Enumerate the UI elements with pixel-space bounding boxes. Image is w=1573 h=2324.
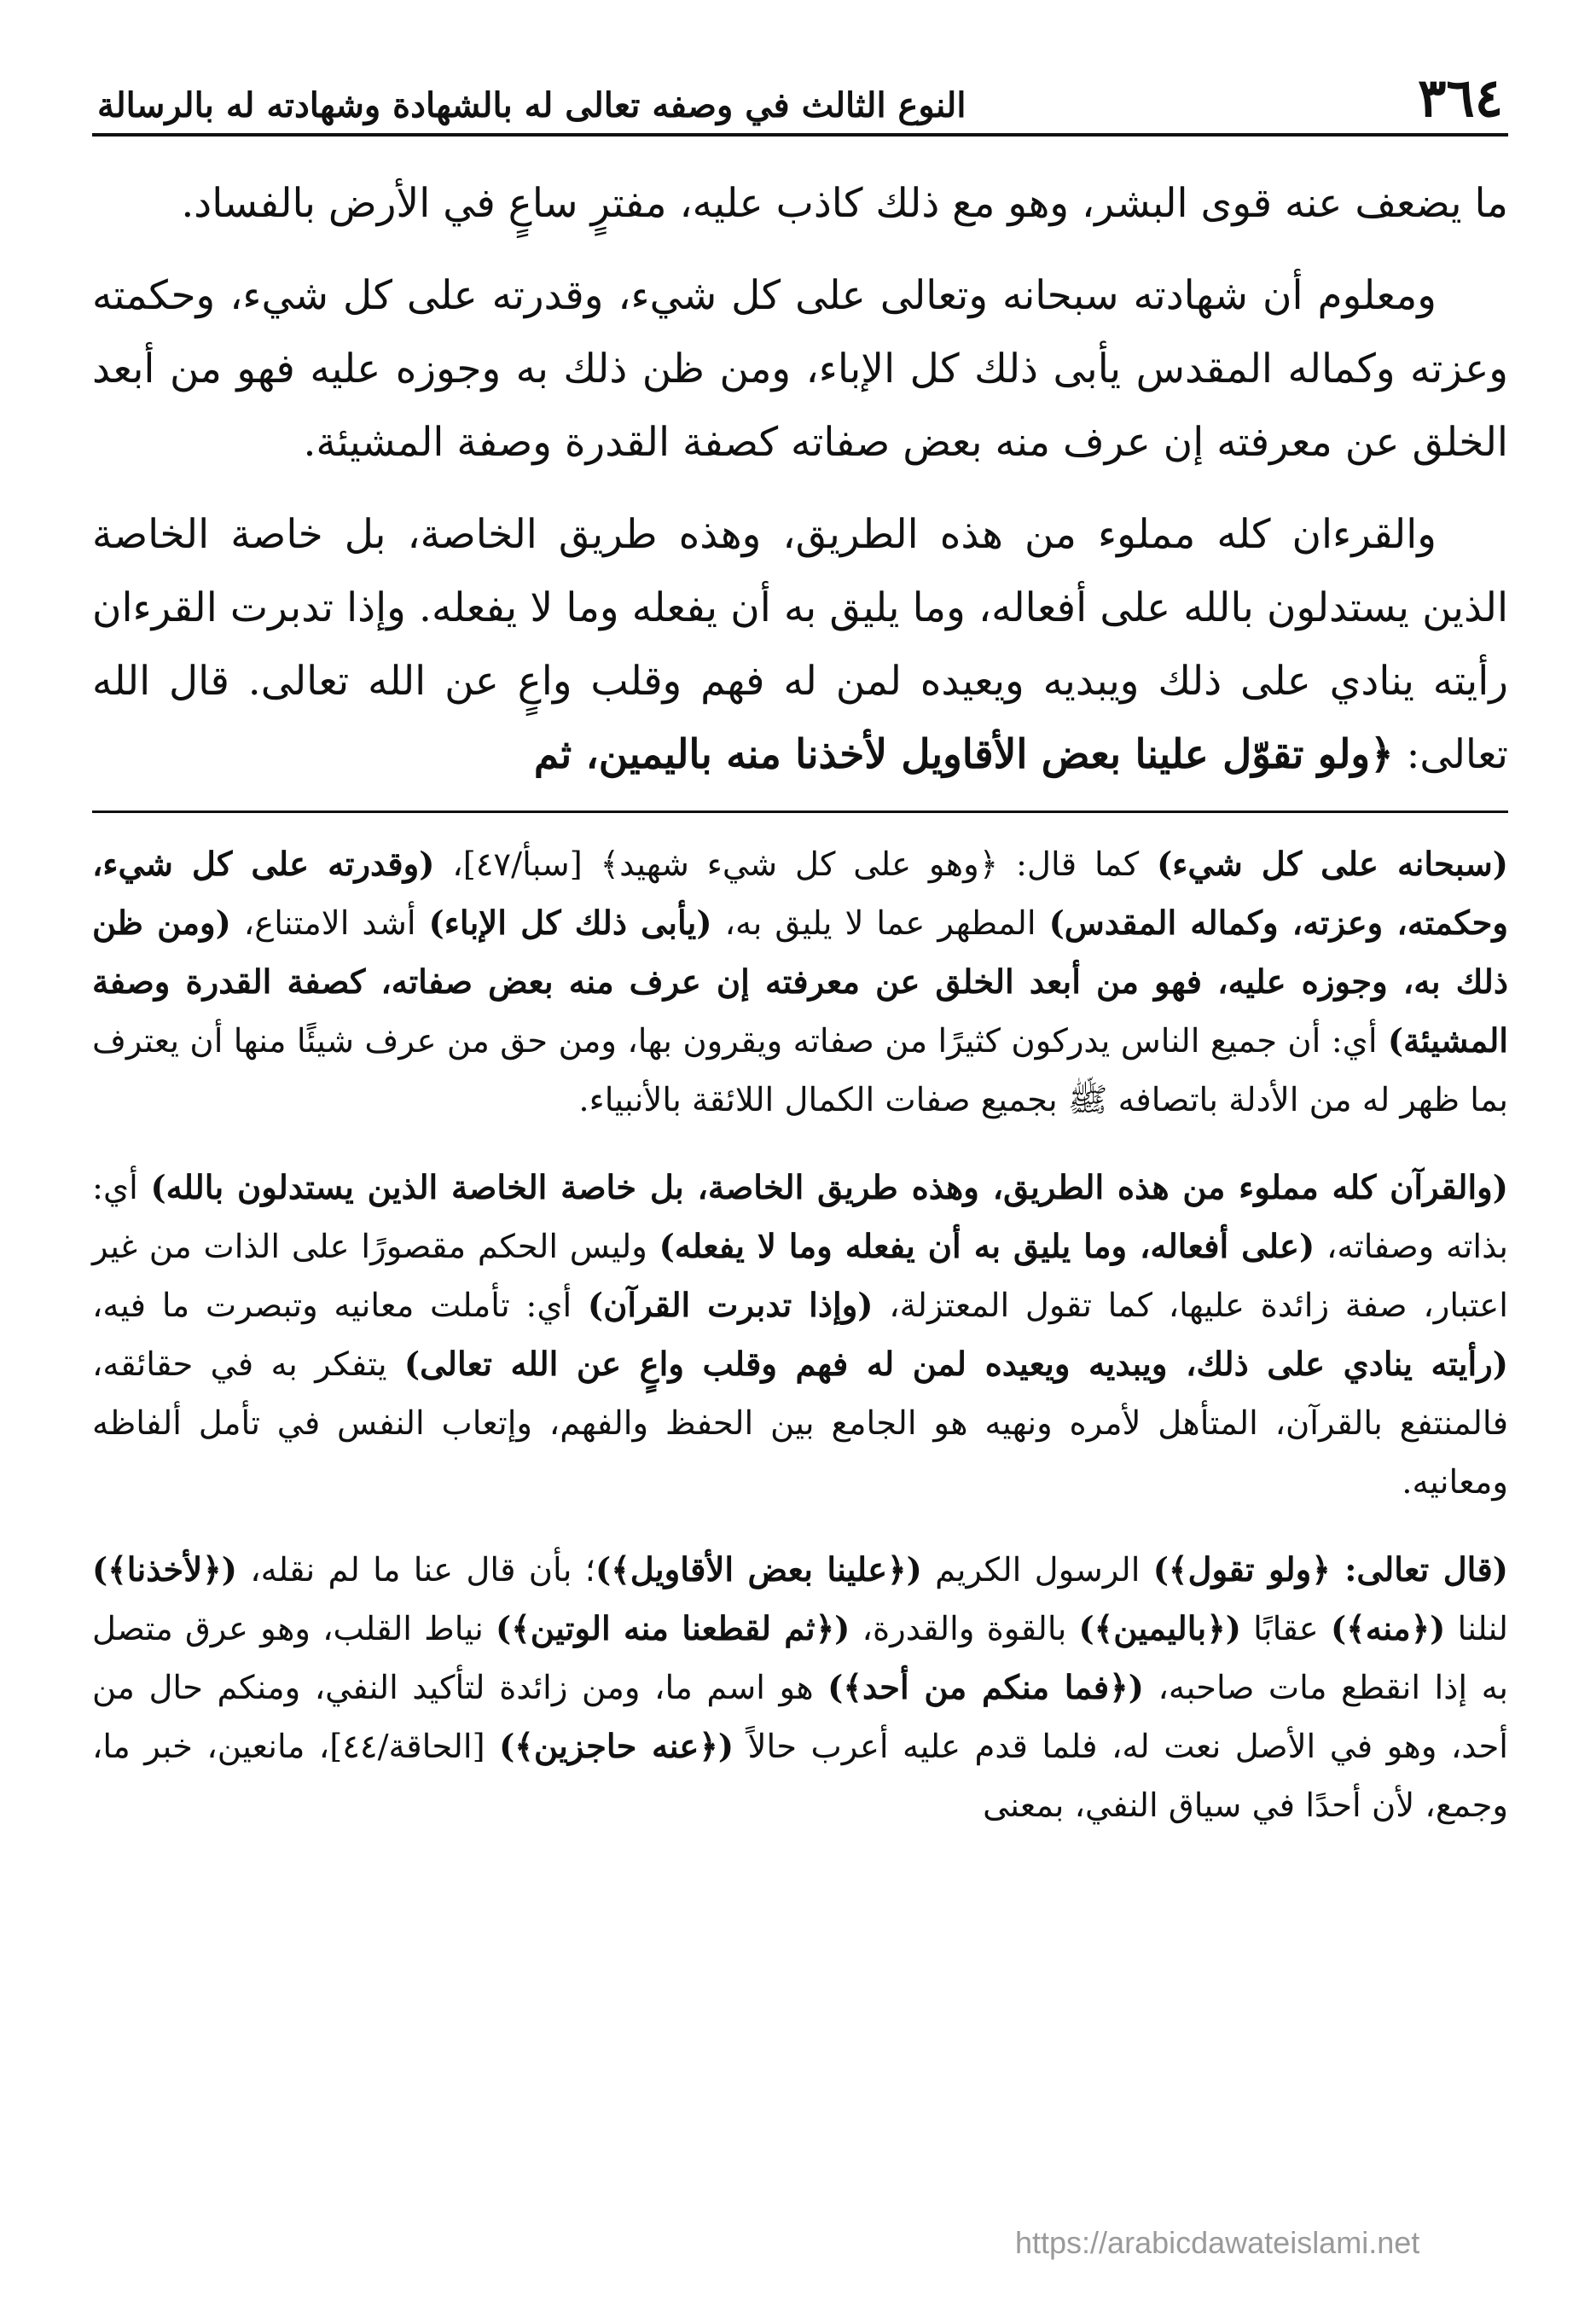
main-text (92, 167, 1508, 792)
bold-phrase: (قال تعالى: ﴿ولو تقول﴾) (1152, 1551, 1509, 1589)
chapter-title: النوع الثالث في وصفه تعالى له بالشهادة وشهادته له بالرسالة (97, 85, 966, 125)
bold-phrase: (على أفعاله، وما يليق به أن يفعله وما لا يفعله) (659, 1228, 1315, 1266)
commentary-text: أي: بذاته وصفاته، (92, 1169, 1508, 1266)
commentary-text: المطهر عما لا يليق به، (711, 904, 1049, 943)
bold-phrase: (وقدرته على كل شيء، وحكمته، وعزته، وكماله المقدس) (92, 845, 1509, 943)
bold-phrase: (رأيته ينادي على ذلك، ويبديه ويعيده لمن له فهم وقلب واعٍ عن الله تعالى) (403, 1345, 1508, 1384)
commentary-text: عقابًا (1241, 1610, 1331, 1648)
commentary-text: نياط القلب، وهو عرق متصل به إذا انقطع مات صاحبه، (92, 1610, 1508, 1707)
commentary-section (92, 835, 1508, 1835)
bold-phrase: (﴿علينا بعض الأقاويل﴾) (595, 1551, 922, 1589)
main-paragraph-2: ومعلوم أن شهادته سبحانه وتعالى على كل شيء، وقدرته على كل شيء، وحكمته وعزته وكماله المقدس يأبى ذلك كل الإباء، ومن ظن ذلك به وجوزه عليه فهو من أبعد الخلق عن معرفته إن عرف منه بعض صفاته كصفة القدرة وصفة المشيئة. (92, 272, 1508, 466)
commentary-text: [الحاقة/٤٤]، مانعين، خبر ما، وجمع، لأن أحدًا في سياق النفي، بمعنى (92, 1728, 1508, 1825)
bold-phrase: (﴿باليمين﴾) (1078, 1610, 1241, 1648)
commentary-text: ؛ بأن قال عنا ما لم نقله، (236, 1551, 595, 1589)
bold-phrase: (﴿منه﴾) (1330, 1610, 1446, 1648)
commentary-text: وليس الحكم مقصورًا على الذات من غير اعتبار، صفة زائدة عليها، كما تقول المعتزلة، (92, 1228, 1508, 1325)
main-paragraph-3-text: والقرءان كله مملوء من هذه الطريق، وهذه طريق الخاصة، بل خاصة الخاصة الذين يستدلون بالله على أفعاله، وما يليق به أن يفعله وما لا يفعله. وإذا تدبرت القرءان رأيته ينادي على ذلك ويبديه ويعيده لمن له فهم وقلب واعٍ عن الله تعالى. قال الله تعالى: (92, 511, 1508, 778)
main-paragraph-1: ما يضعف عنه قوى البشر، وهو مع ذلك كاذب عليه، مفترٍ ساعٍ في الأرض بالفساد. (181, 180, 1508, 227)
bold-phrase: (وإذا تدبرت القرآن) (587, 1287, 874, 1325)
commentary-paragraph-2 (92, 1159, 1508, 1512)
bold-phrase: (والقرآن كله مملوء من هذه الطريق، وهذه طريق الخاصة، بل خاصة الخاصة الذين يستدلون بالله) (150, 1169, 1508, 1207)
commentary-text: أي: أن جميع الناس يدركون كثيرًا من صفاته ويقرون بها، ومن حق من عرف شيئًا منها أن يعترف بما ظهر له من الأدلة باتصافه ﷺ بجميع صفات الكمال اللائقة بالأنبياء. (92, 1022, 1508, 1119)
bold-phrase: (﴿فما منكم من أحد﴾) (827, 1669, 1144, 1707)
footnote-divider (92, 810, 1508, 813)
quran-verse: ﴿ولو تقوّل علينا بعض الأقاويل لأخذنا منه باليمين، ثم (533, 731, 1394, 778)
bold-phrase: (يأبى ذلك كل الإباء) (428, 904, 712, 943)
commentary-text: بالقوة والقدرة، (850, 1610, 1079, 1648)
commentary-text: كما قال: ﴿وهو على كل شيء شهيد﴾ [سبأ/٤٧]، (434, 845, 1158, 884)
running-header (92, 67, 1508, 137)
bold-phrase: (﴿ثم لقطعنا منه الوتين﴾) (495, 1610, 850, 1648)
bold-phrase: (﴿عنه حاجزين﴾) (499, 1728, 734, 1766)
bold-phrase: (﴿لأخذنا﴾) (92, 1551, 237, 1589)
commentary-text: الرسول الكريم (921, 1551, 1153, 1589)
book-page (92, 67, 1509, 1864)
bold-phrase: (سبحانه على كل شيء) (1157, 845, 1508, 884)
commentary-text: يتفكر به في حقائقه، فالمنتفع بالقرآن، المتأهل لأمره ونهيه هو الجامع بين الحفظ والفهم، وإتعاب النفس في تأمل ألفاظه ومعانيه. (92, 1345, 1508, 1502)
commentary-text: أشد الامتناع، (230, 904, 429, 943)
main-paragraph-3 (92, 498, 1508, 792)
bold-phrase: (ومن ظن ذلك به، وجوزه عليه، فهو من أبعد الخلق عن معرفته إن عرف منه بعض صفاته، كصفة القدرة وصفة المشيئة) (92, 904, 1508, 1060)
commentary-paragraph-1 (92, 835, 1508, 1130)
commentary-text: لنلنا (1445, 1610, 1508, 1648)
commentary-paragraph-3 (92, 1541, 1508, 1835)
page-number: ٣٦٤ (1418, 67, 1503, 129)
commentary-text: هو اسم ما، ومن زائدة لتأكيد النفي، ومنكم حال من أحد، وهو في الأصل نعت له، فلما قدم عليه أعرب حالاً (92, 1669, 1508, 1766)
commentary-text: أي: تأملت معانيه وتبصرت ما فيه، (92, 1287, 588, 1325)
watermark-url: https://arabicdawateislami.net (1015, 2225, 1420, 2260)
